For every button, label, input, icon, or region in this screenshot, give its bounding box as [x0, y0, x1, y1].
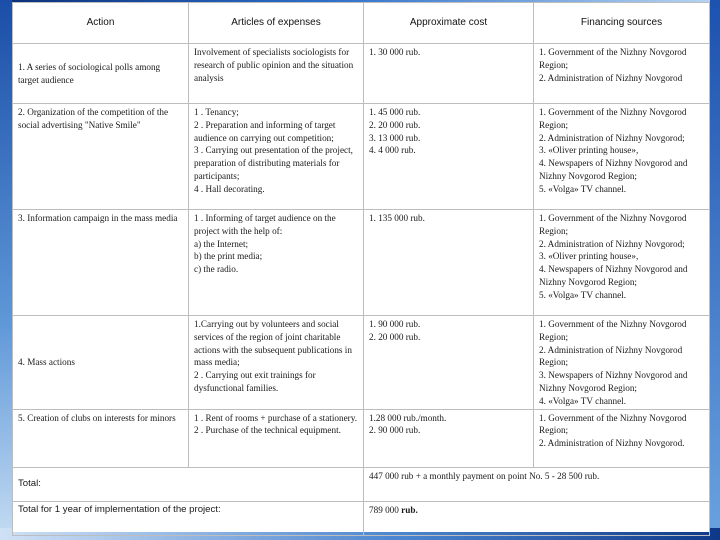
year-total-number: 789 000: [369, 504, 399, 515]
financing-line: 4. «Volga» TV channel.: [539, 395, 627, 406]
year-total-label: Total for 1 year of implementation of the project:: [13, 501, 364, 535]
slide-right-border: [710, 0, 720, 540]
financing-line: 1. Government of the Nizhny Novgorod Region;: [539, 319, 687, 342]
table-row: [13, 409, 710, 467]
articles-line: 2 . Preparation and informing of target audience on carrying out competition;: [194, 119, 336, 143]
cost-line: 2. 90 000 rub.: [369, 425, 421, 436]
financing-line: 4. Newspapers of Nizhny Novgorod and Nizhny Novgorod Region;: [539, 264, 688, 287]
header-action: Action: [13, 3, 189, 44]
financing-line: 1. Government of the Nizhny Novgorod Region;: [539, 107, 687, 130]
financing-cell: [534, 104, 710, 210]
articles-line: 4 . Hall decorating.: [194, 183, 265, 194]
cost-cell: [364, 409, 534, 467]
table-row: [13, 316, 710, 410]
financing-cell: [534, 210, 710, 316]
articles-cell: [189, 316, 364, 410]
articles-line: 3 . Carrying out presentation of the project, preparation of distributing materials for participants;: [194, 145, 353, 181]
year-total-unit: rub.: [398, 504, 418, 515]
cost-cell: [364, 104, 534, 210]
total-row: [13, 467, 710, 501]
articles-cell: [189, 210, 364, 316]
cost-line: 2. 20 000 rub.: [369, 331, 421, 342]
budget-table-container: [12, 2, 709, 532]
financing-line: 4. Newspapers of Nizhny Novgorod and Nizhny Novgorod Region;: [539, 158, 688, 181]
articles-line: c) the radio.: [194, 264, 239, 275]
articles-line: 1 . Rent of rooms + purchase of a stationery.: [194, 412, 358, 423]
financing-cell: [534, 409, 710, 467]
financing-line: 3. «Oliver printing house»,: [539, 251, 639, 262]
cost-line: 1. 30 000 rub.: [369, 47, 421, 57]
table-row: [13, 104, 710, 210]
financing-cell: [534, 316, 710, 410]
financing-line: 2. Administration of Nizhny Novgorod.: [539, 438, 685, 449]
financing-line: 3. Newspapers of Nizhny Novgorod and Nizhny Novgorod Region;: [539, 370, 688, 393]
cost-line: 1. 90 000 rub.: [369, 319, 421, 329]
action-cell: 2. Organization of the competition of the social advertising "Native Smile": [13, 104, 189, 210]
financing-line: 5. «Volga» TV channel.: [539, 289, 627, 300]
financing-line: 2. Administration of Nizhny Novgorod;: [539, 238, 685, 249]
cost-cell: [364, 316, 534, 410]
articles-cell: [189, 104, 364, 210]
financing-line: 3. «Oliver printing house»,: [539, 145, 639, 156]
cost-line: 2. 20 000 rub.: [369, 119, 421, 130]
financing-line: 5. «Volga» TV channel.: [539, 183, 627, 194]
cost-cell: [364, 44, 534, 104]
financing-cell: [534, 44, 710, 104]
action-cell: 5. Creation of clubs on interests for minors: [13, 409, 189, 467]
header-articles: Articles of expenses: [189, 3, 364, 44]
header-cost: Approximate cost: [364, 3, 534, 44]
cost-line: 3. 13 000 rub.: [369, 132, 421, 143]
table-row: [13, 44, 710, 104]
year-total-row: [13, 501, 710, 535]
cost-cell: [364, 210, 534, 316]
table-row: [13, 210, 710, 316]
articles-line: 1.Carrying out by volunteers and social services of the region of joint charitable actions with the subsequent publications in mass media;: [194, 319, 352, 368]
financing-line: 1. Government of the Nizhny Novgorod Region;: [539, 47, 687, 70]
action-cell: 4. Mass actions: [13, 316, 189, 410]
total-value: 447 000 rub + a monthly payment on point No. 5 - 28 500 rub.: [364, 467, 710, 501]
articles-line: b) the print media;: [194, 251, 263, 262]
cost-line: 1. 135 000 rub.: [369, 213, 425, 223]
total-label: Total:: [13, 467, 364, 501]
financing-line: 2. Administration of Nizhny Novgorod;: [539, 132, 685, 143]
articles-line: 1 . Tenancy;: [194, 107, 239, 117]
articles-cell: Involvement of specialists sociologists for research of public opinion and the situation analysis: [189, 44, 364, 104]
articles-cell: [189, 409, 364, 467]
year-total-value: [364, 501, 710, 535]
cost-line: 4. 4 000 rub.: [369, 145, 416, 156]
financing-line: 1. Government of the Nizhny Novgorod Region;: [539, 213, 687, 236]
articles-line: 2 . Purchase of the technical equipment.: [194, 425, 341, 436]
financing-line: 1. Government of the Nizhny Novgorod Region;: [539, 412, 687, 436]
financing-line: 2. Administration of Nizhny Novgorod Region;: [539, 344, 683, 368]
table-header-row: [13, 3, 710, 44]
budget-table: [12, 2, 710, 536]
slide-left-border: [0, 0, 12, 540]
action-cell: 1. A series of sociological polls among target audience: [13, 44, 189, 104]
articles-line: 2 . Carrying out exit trainings for dysfunctional families.: [194, 370, 316, 393]
articles-line: 1 . Informing of target audience on the project with the help of:: [194, 213, 336, 236]
header-financing: Financing sources: [534, 3, 710, 44]
financing-line: 2. Administration of Nizhny Novgorod: [539, 72, 683, 83]
articles-line: a) the Internet;: [194, 238, 249, 249]
cost-line: 1.28 000 rub./month.: [369, 412, 447, 423]
cost-line: 1. 45 000 rub.: [369, 107, 421, 117]
action-cell: 3. Information campaign in the mass media: [13, 210, 189, 316]
